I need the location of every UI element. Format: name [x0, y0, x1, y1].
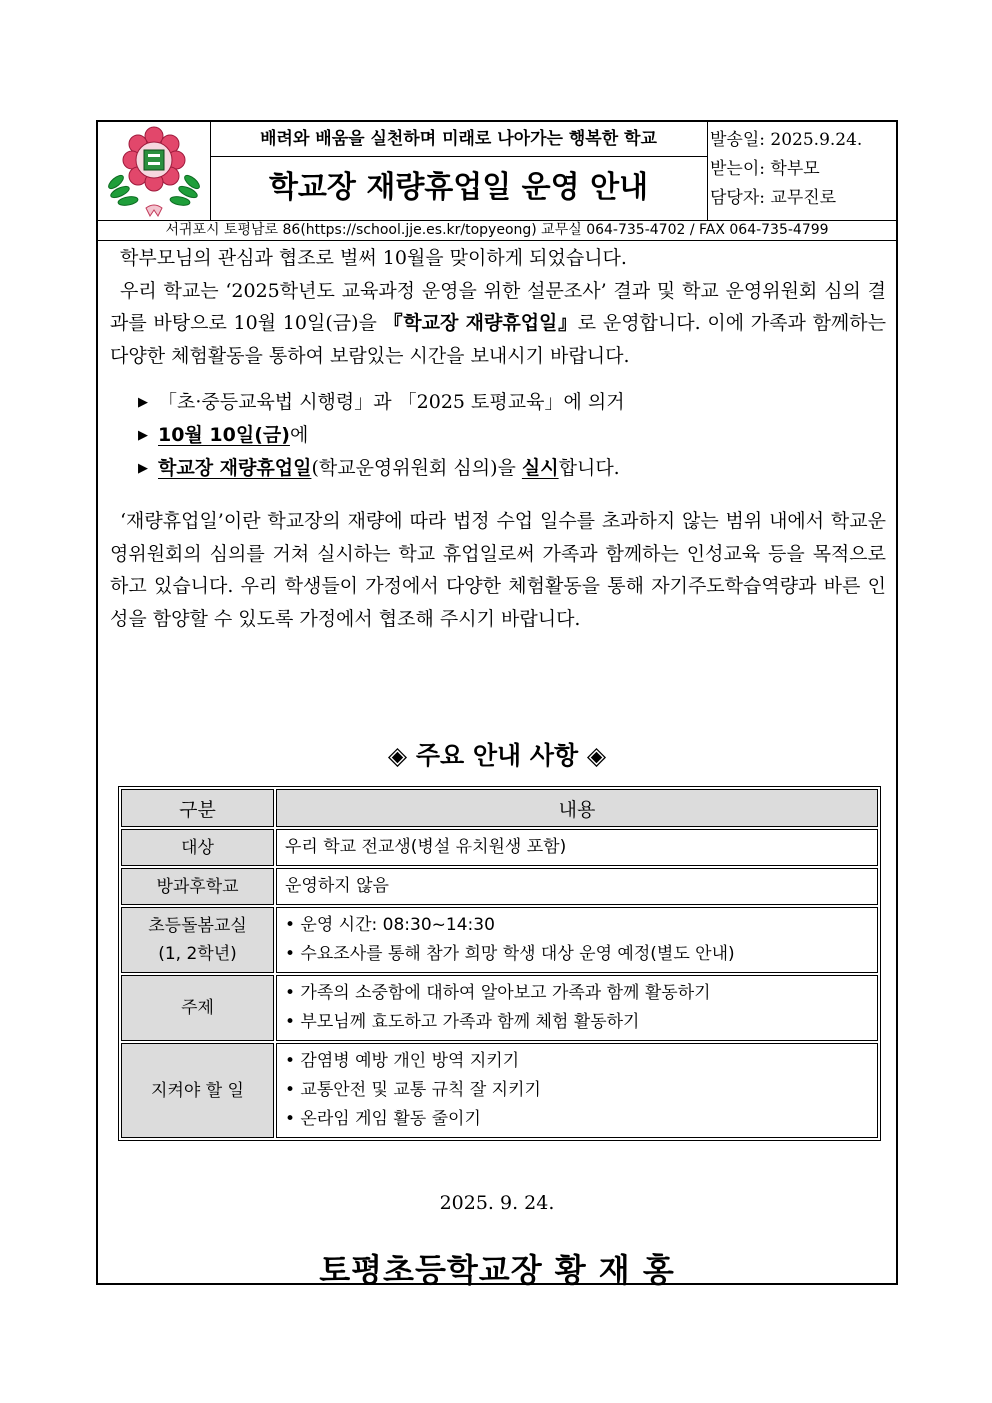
letterhead: [98, 122, 896, 221]
table-row: [121, 1043, 878, 1138]
row-content: • 가족의 소중함에 대하여 알아보고 가족과 함께 활동하기 • 부모님께 효도하고 가족과 함께 체험 활동하기: [276, 975, 878, 1041]
logo-cell: [98, 122, 211, 220]
row-label: 대상: [121, 829, 274, 866]
key-points: [138, 386, 886, 485]
table-row: [121, 907, 878, 973]
row-content: • 감염병 예방 개인 방역 지키기 • 교통안전 및 교통 규칙 잘 지키기 • 온라임 게임 활동 줄이기: [276, 1043, 878, 1138]
recipient: 받는이: 학부모: [710, 159, 820, 179]
row-content: • 운영 시간: 08:30~14:30 • 수요조사를 통해 참가 희망 학생 대상 운영 예정(별도 안내): [276, 907, 878, 973]
meta-info: [710, 126, 896, 213]
document-frame: [96, 120, 898, 1289]
table-row: [121, 868, 878, 905]
issue-date: 2025. 9. 24.: [439, 1192, 555, 1214]
paragraph-greeting: 학부모님의 관심과 협조로 벌써 10월을 맞이하게 되었습니다.: [120, 247, 627, 269]
list-item: ▶ 학교장 재량휴업일(학교운영위원회 심의)을 실시합니다.: [138, 452, 886, 485]
paragraph-explanation: ‘재량휴업일’이란 학교장의 재량에 따라 법정 수업 일수를 초과하지 않는 범위 내에서 학교운영위원회의 심의를 거쳐 실시하는 학교 휴업일로써 가족과 함께하는 인성교육 등을 목적으로 하고 있습니다. 우리 학생들이 가정에서 다양한 체험활동을 통해 자기주도학습역량과 바른 인성을 함양할 수 있도록 가정에서 협조해 주시기 바랍니다.: [110, 510, 886, 630]
notice-text-b: 로 운영합니다. 이에 가족과 함께하는 다양한 체험활동을 통하여 보람있는 시간을 보내시기 바랍니다.: [110, 312, 886, 367]
holiday-date: 10월 10일(금): [158, 424, 290, 446]
table-row: [121, 829, 878, 866]
row-label: 초등돌봄교실 (1, 2학년): [121, 907, 274, 973]
info-table: [118, 786, 881, 1141]
section-title: ◈ 주요 안내 사항 ◈: [387, 741, 607, 770]
triangle-bullet-icon: ▶: [138, 428, 148, 443]
triangle-bullet-icon: ▶: [138, 395, 148, 410]
row-content: 우리 학교 전교생(병설 유치원생 포함): [276, 829, 878, 866]
row-label: 주제: [121, 975, 274, 1041]
contact-person: 담당자: 교무진로: [710, 188, 837, 208]
list-item: ▶ 10월 10일(금)에: [138, 419, 886, 452]
notice-text-a: 우리 학교는 ‘2025학년도 교육과정 운영을 위한 설문조사’ 결과 및 학교 운영위원회 심의 결과를 바탕으로 10월 10일(금)을: [110, 279, 886, 334]
document-title: 학교장 재량휴업일 운영 안내: [268, 170, 649, 205]
header-category: 구분: [121, 789, 274, 827]
title-cell: [210, 122, 708, 220]
principal-signature: 토평초등학교장 황 재 홍: [319, 1251, 675, 1289]
table-row: [121, 975, 878, 1041]
letter-body: [110, 242, 886, 635]
list-item: ▶ 「초·중등교육법 시행령」과 「2025 토평교육」에 의거: [138, 386, 886, 419]
school-slogan: 배려와 배움을 실천하며 미래로 나아가는 행복한 학교: [210, 122, 707, 157]
header-content: 내용: [276, 789, 878, 827]
table-header-row: [121, 789, 878, 827]
triangle-bullet-icon: ▶: [138, 461, 148, 476]
school-address: 서귀포시 토평남로 86(https://school.jje.es.kr/topyeong) 교무실 064-735-4702 / FAX 064-735-4799: [98, 220, 896, 241]
row-label: 방과후학교: [121, 868, 274, 905]
notice-highlight: 『학교장 재량휴업일』: [383, 312, 578, 334]
paragraph-notice: [110, 275, 886, 373]
school-emblem-icon: [98, 122, 210, 220]
row-label: 지켜야 할 일: [121, 1043, 274, 1138]
sent-date: 발송일: 2025.9.24.: [710, 130, 863, 150]
row-content: 운영하지 않음: [276, 868, 878, 905]
